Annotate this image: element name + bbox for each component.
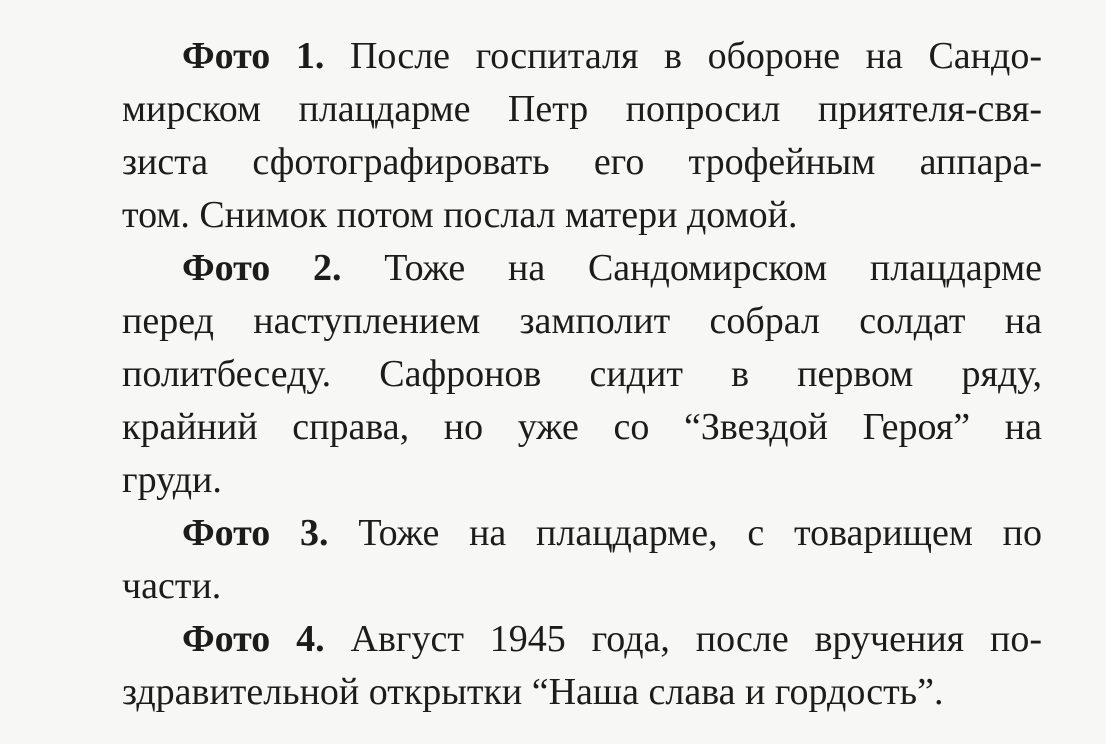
caption-line: груди. bbox=[122, 459, 222, 501]
caption-line: том. Снимок потом послал матери домой. bbox=[122, 194, 798, 236]
caption-line: Фото 4. Август 1945 года, после вручения по- bbox=[182, 618, 1042, 660]
caption-line: Фото 2. Тоже на Сандомирском плацдарме bbox=[182, 247, 1042, 289]
caption-line: здравительной открытки “Наша слава и гордость”. bbox=[122, 671, 944, 713]
caption-label: Фото 4. bbox=[182, 618, 325, 660]
caption-line: политбеседу. Сафронов сидит в первом ряду, bbox=[122, 353, 1042, 395]
caption-line: Фото 3. Тоже на плацдарме, с товарищем по bbox=[182, 512, 1042, 554]
caption-line: перед наступлением замполит собрал солдат на bbox=[122, 300, 1042, 342]
caption-line: крайний справа, но уже со “Звездой Героя” на bbox=[122, 406, 1042, 448]
document-page bbox=[62, 30, 1042, 719]
caption-photo-3 bbox=[62, 507, 1042, 613]
caption-line: части. bbox=[122, 565, 222, 607]
caption-photo-2 bbox=[62, 242, 1042, 507]
caption-photo-1 bbox=[62, 30, 1042, 242]
caption-label: Фото 1. bbox=[182, 35, 325, 77]
caption-label: Фото 3. bbox=[182, 512, 329, 554]
caption-line: зиста сфотографировать его трофейным аппара- bbox=[122, 141, 1042, 183]
caption-line: Фото 1. После госпиталя в обороне на Сандо- bbox=[182, 35, 1042, 77]
caption-line: мирском плацдарме Петр попросил приятеля-свя- bbox=[122, 88, 1042, 130]
caption-label: Фото 2. bbox=[182, 247, 342, 289]
caption-photo-4 bbox=[62, 613, 1042, 719]
